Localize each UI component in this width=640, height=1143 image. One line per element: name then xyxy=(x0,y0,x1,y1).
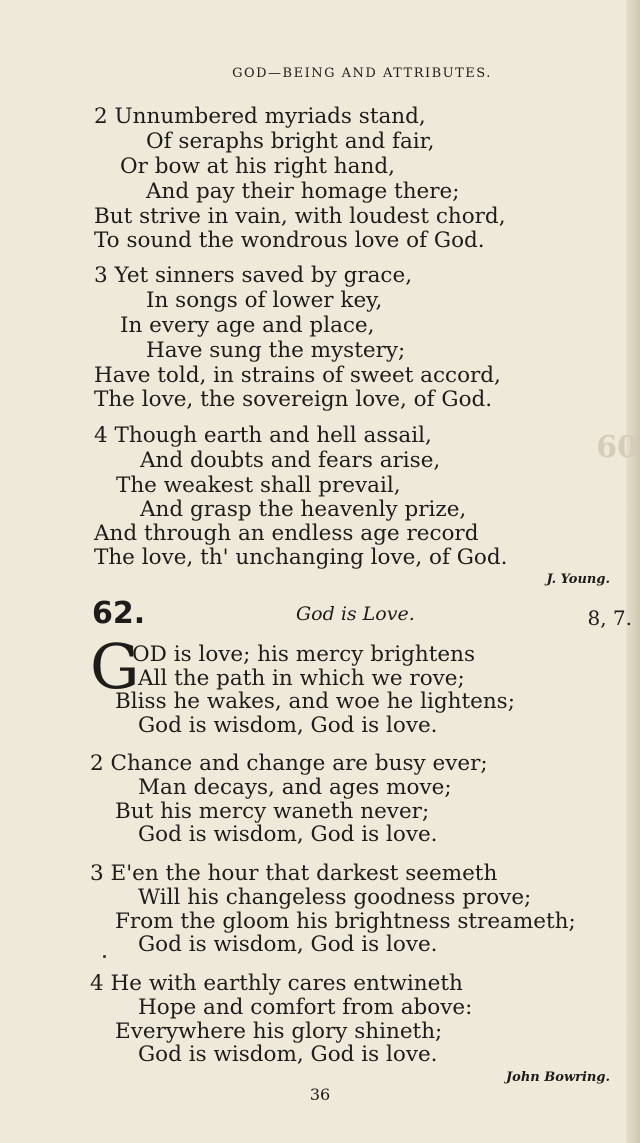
hymn-62-stanza-4-line-2: Hope and comfort from above: xyxy=(138,995,473,1020)
hymn-62-stanza-2-line-1: 2 Chance and change are busy ever; xyxy=(90,751,488,776)
bleed-through-mark: 60 xyxy=(596,430,638,465)
hymn-62-stanza-1-line-2: All the path in which we rove; xyxy=(138,666,465,691)
hymn-61-stanza-3-line-1: 3 Yet sinners saved by grace, xyxy=(94,263,413,288)
hymn-62-stanza-3-line-1: 3 E'en the hour that darkest seemeth xyxy=(90,861,498,886)
hymn-61-stanza-3-line-6: The love, the sovereign love, of God. xyxy=(94,387,493,412)
hymn-meter: 8, 7. xyxy=(587,606,632,630)
hymn-62-stanza-1-line-1: OD is love; his mercy brightens xyxy=(132,642,475,667)
hymn-62-stanza-4-line-3: Everywhere his glory shineth; xyxy=(115,1019,443,1044)
hymn-title: God is Love. xyxy=(296,603,415,625)
hymn-61-stanza-3-line-5: Have told, in strains of sweet accord, xyxy=(94,363,501,388)
hymn-61-stanza-2-line-5: But strive in vain, with loudest chord, xyxy=(94,204,506,229)
hymn-61-stanza-4-line-3: The weakest shall prevail, xyxy=(116,473,401,498)
ink-speck xyxy=(103,955,106,958)
hymn-61-stanza-2-line-1: 2 Unnumbered myriads stand, xyxy=(94,104,426,129)
hymn-62-stanza-2-line-4: God is wisdom, God is love. xyxy=(138,822,438,847)
hymn-61-stanza-2-line-3: Or bow at his right hand, xyxy=(120,154,395,179)
hymn-61-stanza-4-line-4: And grasp the heavenly prize, xyxy=(140,497,467,522)
hymn-61-stanza-4-line-2: And doubts and fears arise, xyxy=(140,448,441,473)
hymn-62-stanza-4-line-1: 4 He with earthly cares entwineth xyxy=(90,971,463,996)
hymn-62-stanza-3-line-2: Will his changeless goodness prove; xyxy=(138,885,532,910)
page-number: 36 xyxy=(309,1085,331,1104)
hymn-number: 62. xyxy=(92,596,146,631)
hymn-61-stanza-3-line-4: Have sung the mystery; xyxy=(146,338,406,363)
hymn-62-stanza-2-line-2: Man decays, and ages move; xyxy=(138,775,452,800)
hymn-62-stanza-1-line-4: God is wisdom, God is love. xyxy=(138,713,438,738)
hymn-62-stanza-3-line-3: From the gloom his brightness streameth; xyxy=(115,909,576,934)
hymn-62-stanza-4-line-4: God is wisdom, God is love. xyxy=(138,1042,438,1067)
hymn-61-attribution: J. Young. xyxy=(546,572,610,587)
hymn-61-stanza-2-line-2: Of seraphs bright and fair, xyxy=(146,129,435,154)
hymn-61-stanza-2-line-6: To sound the wondrous love of God. xyxy=(94,228,485,253)
hymn-62-stanza-3-line-4: God is wisdom, God is love. xyxy=(138,932,438,957)
hymn-61-stanza-3-line-3: In every age and place, xyxy=(120,313,375,338)
drop-cap: G xyxy=(90,630,140,703)
hymn-61-stanza-4-line-6: The love, th' unchanging love, of God. xyxy=(94,545,508,570)
hymn-61-stanza-4-line-5: And through an endless age record xyxy=(94,521,479,546)
hymn-61-stanza-3-line-2: In songs of lower key, xyxy=(146,288,383,313)
hymn-61-stanza-2-line-4: And pay their homage there; xyxy=(146,179,460,204)
hymn-62-stanza-2-line-3: But his mercy waneth never; xyxy=(115,799,430,824)
hymn-62-stanza-1-line-3: Bliss he wakes, and woe he lightens; xyxy=(115,689,515,714)
page-edge xyxy=(626,0,640,1143)
running-head: GOD—BEING AND ATTRIBUTES. xyxy=(232,66,492,81)
hymn-61-stanza-4-line-1: 4 Though earth and hell assail, xyxy=(94,423,432,448)
hymn-62-attribution: John Bowring. xyxy=(506,1070,610,1085)
